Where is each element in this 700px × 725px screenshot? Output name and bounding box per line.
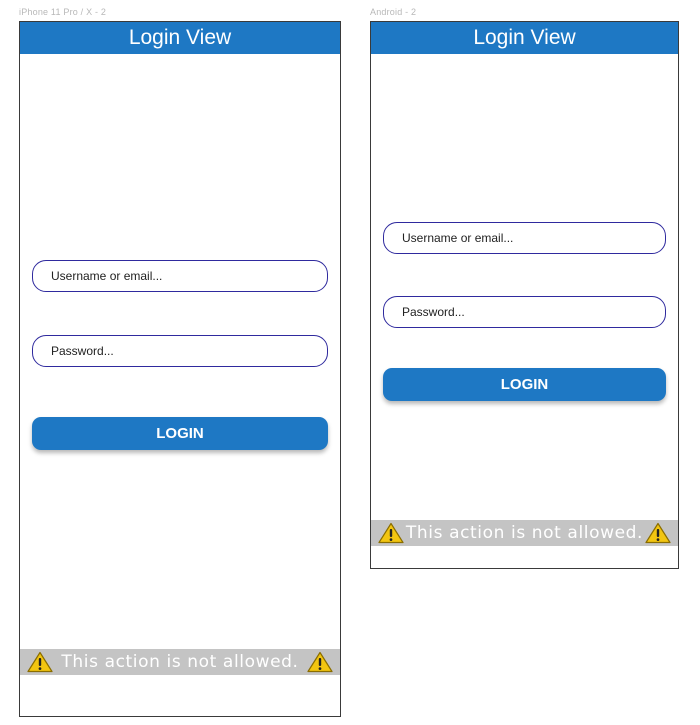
password-input[interactable]: [32, 335, 328, 367]
warning-icon: [27, 651, 53, 673]
username-input[interactable]: [32, 260, 328, 292]
login-button[interactable]: LOGIN: [32, 417, 328, 450]
warning-icon: [307, 651, 333, 673]
artboard-caption-android: Android - 2: [370, 7, 417, 17]
warning-icon: [645, 522, 671, 544]
app-bar-title: Login View: [20, 22, 340, 54]
username-input[interactable]: [383, 222, 666, 254]
android-frame: [370, 21, 679, 569]
error-message: This action is not allowed.: [405, 523, 644, 543]
login-button[interactable]: LOGIN: [383, 368, 666, 401]
artboard-caption-iphone: iPhone 11 Pro / X - 2: [19, 7, 107, 17]
error-banner: [20, 649, 340, 675]
iphone-frame: [19, 21, 341, 717]
app-bar-title: Login View: [371, 22, 678, 54]
error-message: This action is not allowed.: [61, 652, 299, 672]
password-input[interactable]: [383, 296, 666, 328]
warning-icon: [378, 522, 404, 544]
error-banner: [371, 520, 678, 546]
